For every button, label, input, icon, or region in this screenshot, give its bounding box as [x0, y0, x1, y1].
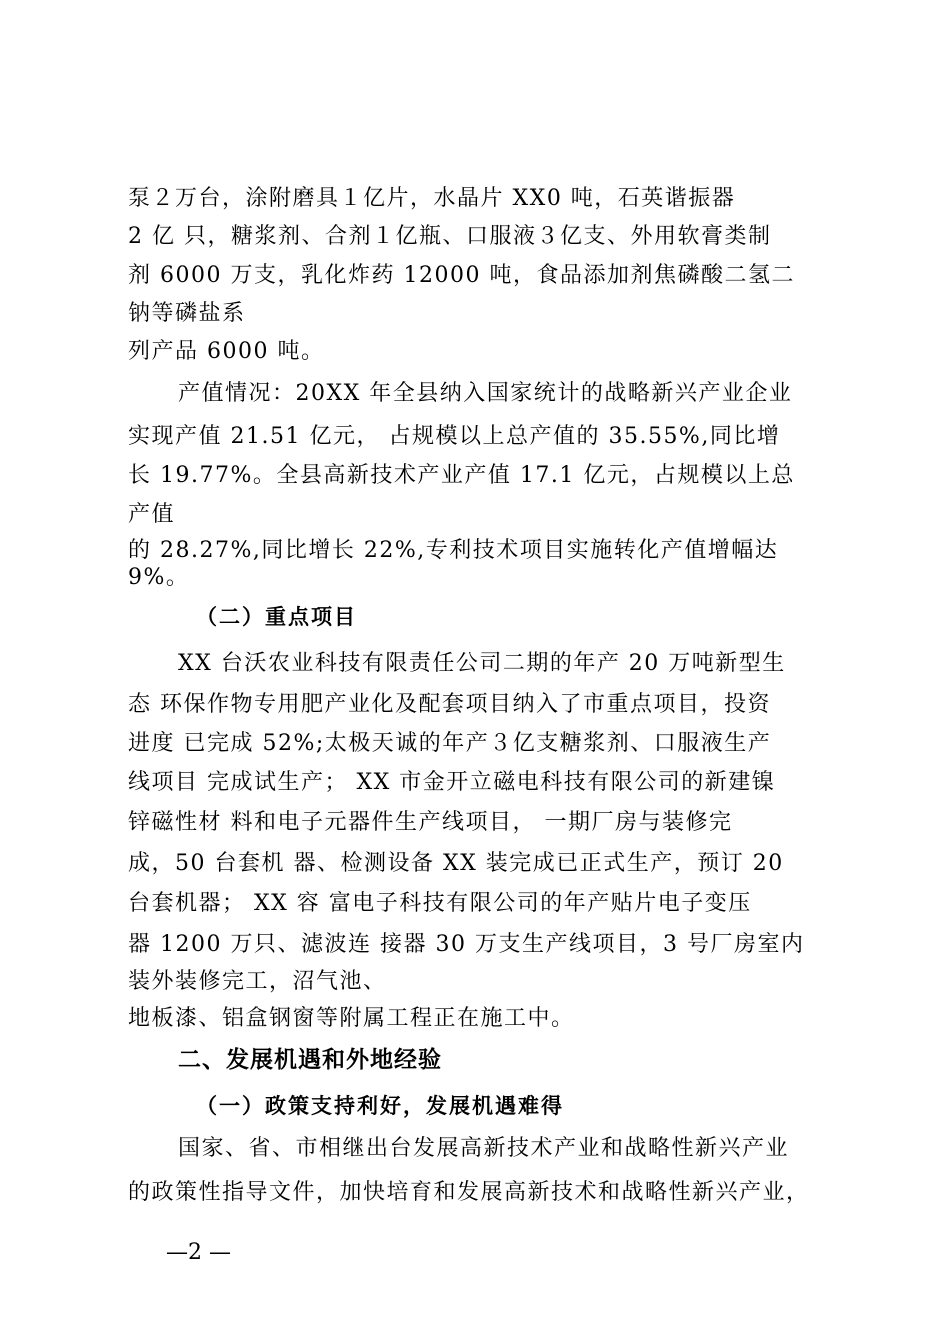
page-number: —2 — — [166, 1240, 231, 1265]
section-heading: （一）政策支持利好，发展机遇难得 — [196, 1094, 564, 1118]
text-line: 产值 — [128, 502, 176, 527]
text-line: 进度 已完成 52%;太极天诚的年产３亿支糖浆剂、口服液生产 — [128, 731, 772, 756]
text-line: 剂 6000 万支，乳化炸药 12000 吨，食品添加剂焦磷酸二氢二 — [128, 263, 795, 288]
text-line: 成，50 台套机 器、检测设备 XX 装完成已正式生产，预订 20 — [128, 851, 784, 876]
text-line: 实现产值 21.51 亿元， 占规模以上总产值的 35.55%,同比增 — [128, 424, 781, 449]
text-line: 锌磁性材 料和电子元器件生产线项目， 一期厂房与装修完 — [128, 810, 733, 835]
text-line: 台套机器； XX 容 富电子科技有限公司的年产贴片电子变压 — [128, 891, 752, 916]
section-heading: 二、发展机遇和外地经验 — [178, 1047, 442, 1073]
text-line: 装外装修完工，沼气池、 — [128, 969, 387, 994]
text-line: 线项目 完成试生产； XX 市金开立磁电科技有限公司的新建镍 — [128, 770, 776, 795]
text-line: 长 19.77%。全县高新技术产业产值 17.1 亿元，占规模以上总 — [128, 463, 795, 488]
text-line: 器 1200 万只、滤波连 接器 30 万支生产线项目，3 号厂房室内 — [128, 932, 805, 957]
text-line: 9%。 — [128, 565, 190, 590]
text-line: 列产品 6000 吨。 — [128, 339, 325, 364]
text-line: XX 台沃农业科技有限责任公司二期的年产 20 万吨新型生 — [178, 651, 786, 676]
section-heading: （二）重点项目 — [196, 605, 357, 629]
text-line: 的 28.27%,同比增长 22%,专利技术项目实施转化产值增幅达 — [128, 538, 779, 563]
text-line: 泵２万台，涂附磨具１亿片，水晶片 XX0 吨，石英谐振器 — [128, 186, 736, 211]
text-line: 产值情况：20XX 年全县纳入国家统计的战略新兴产业企业 — [178, 381, 793, 406]
text-line: 态 环保作物专用肥产业化及配套项目纳入了市重点项目，投资 — [128, 692, 771, 717]
text-line: 2 亿 只，糖浆剂、合剂１亿瓶、口服液３亿支、外用软膏类制 — [128, 224, 772, 249]
text-line: 钠等磷盐系 — [128, 301, 246, 326]
text-line: 国家、省、市相继出台发展高新技术产业和战略性新兴产业 — [178, 1136, 790, 1161]
text-line: 地板漆、铝盒钢窗等附属工程正在施工中。 — [128, 1006, 575, 1031]
text-line: 的政策性指导文件，加快培育和发展高新技术和战略性新兴产业， — [128, 1180, 810, 1205]
